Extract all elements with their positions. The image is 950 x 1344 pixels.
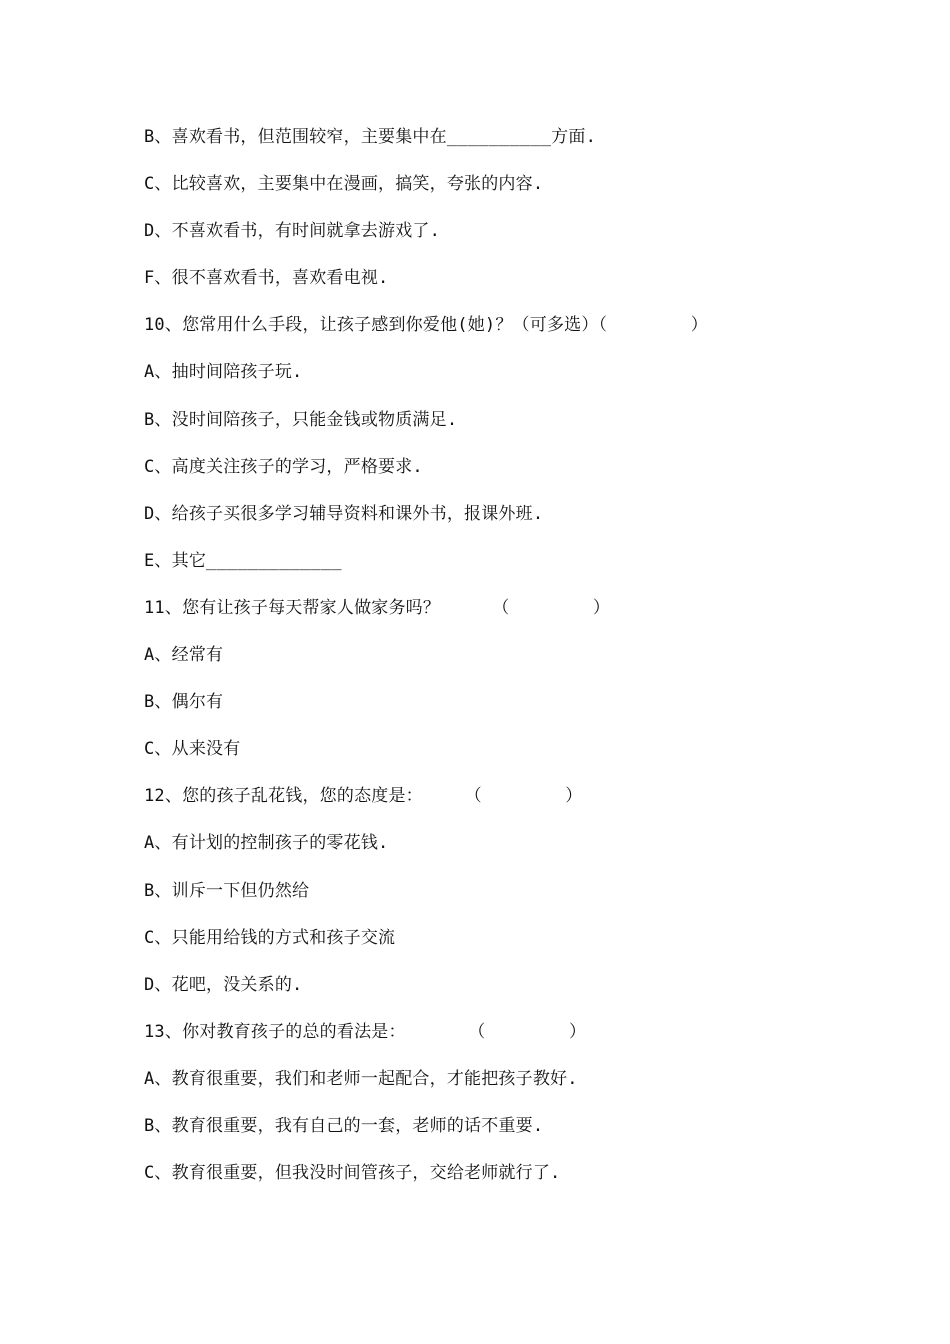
option-b-q13: B、教育很重要，我有自己的一套，老师的话不重要. xyxy=(144,1115,544,1136)
option-a-q10: A、抽时间陪孩子玩. xyxy=(144,362,303,383)
document-body xyxy=(144,126,904,1209)
question-10: 10、您常用什么手段，让孩子感到你爱他(她)？（可多选）（ ） xyxy=(144,315,708,336)
option-d-q12: D、花吧，没关系的. xyxy=(144,974,303,995)
option-a-q11: A、经常有 xyxy=(144,645,224,666)
question-13: 13、你对教育孩子的总的看法是： （ ） xyxy=(144,1021,587,1042)
option-e-q10: E、其它_____________ xyxy=(144,550,342,571)
option-d-reading-games: D、不喜欢看书，有时间就拿去游戏了. xyxy=(144,221,441,242)
option-f-reading-tv: F、很不喜欢看书，喜欢看电视. xyxy=(144,268,389,289)
option-c-reading-comics: C、比较喜欢，主要集中在漫画，搞笑，夸张的内容. xyxy=(144,174,544,195)
option-c-q13: C、教育很重要，但我没时间管孩子，交给老师就行了. xyxy=(144,1163,561,1184)
option-b-q12: B、训斥一下但仍然给 xyxy=(144,880,310,901)
option-a-q13: A、教育很重要，我们和老师一起配合，才能把孩子教好. xyxy=(144,1068,578,1089)
question-11: 11、您有让孩子每天帮家人做家务吗？ （ ） xyxy=(144,597,611,618)
option-d-q10: D、给孩子买很多学习辅导资料和课外书，报课外班. xyxy=(144,503,544,524)
option-a-q12: A、有计划的控制孩子的零花钱. xyxy=(144,833,389,854)
option-c-q12: C、只能用给钱的方式和孩子交流 xyxy=(144,927,396,948)
question-12: 12、您的孩子乱花钱，您的态度是： （ ） xyxy=(144,786,583,807)
option-c-q11: C、从来没有 xyxy=(144,739,241,760)
option-b-q10: B、没时间陪孩子，只能金钱或物质满足. xyxy=(144,409,458,430)
option-c-q10: C、高度关注孩子的学习，严格要求. xyxy=(144,456,423,477)
option-b-q11: B、偶尔有 xyxy=(144,692,224,713)
option-b-reading-narrow: B、喜欢看书，但范围较窄，主要集中在__________方面. xyxy=(144,127,597,147)
